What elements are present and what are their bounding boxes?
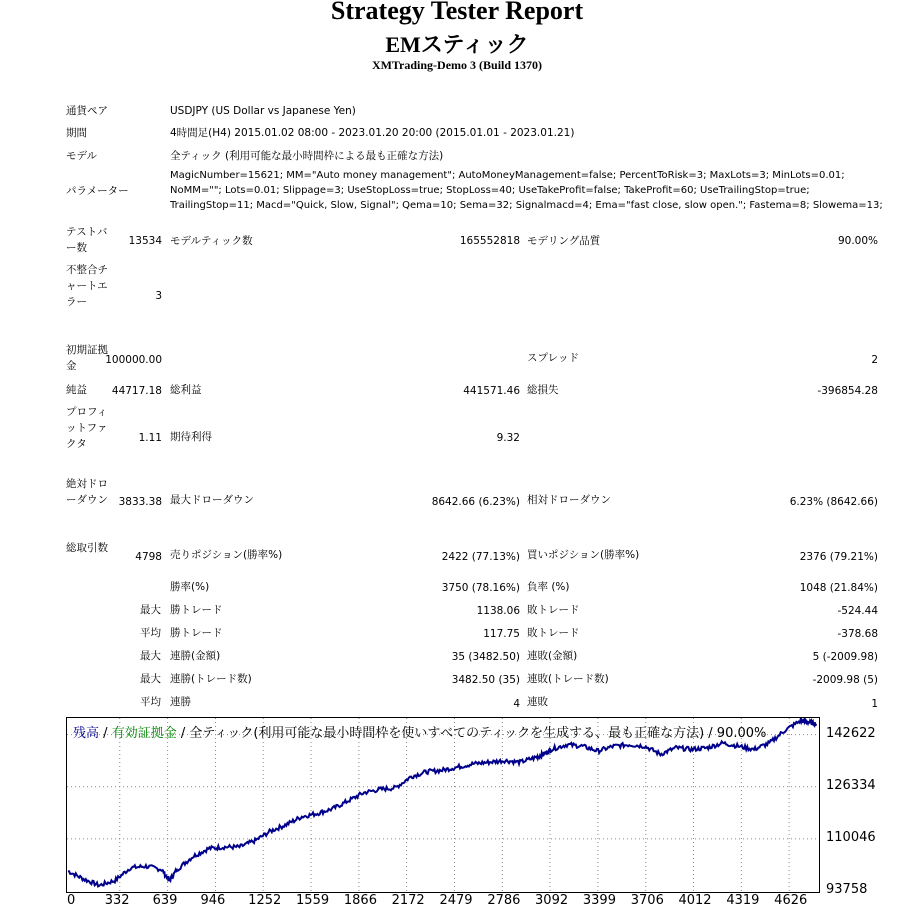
- x-tick-label: 2786: [487, 893, 521, 908]
- x-tick-label: 3706: [630, 893, 664, 908]
- short-positions-value: 2422 (77.13%): [441, 551, 520, 563]
- relative-drawdown-label: 相対ドローダウン: [527, 494, 611, 506]
- loss-trades-value: 1048 (21.84%): [799, 582, 878, 594]
- balance-chart: [66, 717, 820, 893]
- symbol-value: USDJPY (US Dollar vs Japanese Yen): [170, 105, 356, 117]
- quality-label: モデリング品質: [527, 235, 601, 247]
- legend-separator: /: [103, 726, 108, 741]
- quality-value: 90.00%: [837, 235, 878, 247]
- max-consecutive-profit-value: 3482.50 (35): [451, 674, 520, 686]
- x-tick-label: 4626: [774, 893, 808, 908]
- max-consecutive-loss-value: -2009.98 (5): [812, 674, 878, 686]
- mismatch-label: 不整合チャートエラー: [66, 264, 108, 308]
- absolute-drawdown-label: 絶対ドローダウン: [66, 478, 108, 506]
- total-trades-value: 4798: [135, 551, 162, 563]
- period-label: 期間: [66, 127, 87, 139]
- expected-payoff-label: 期待利得: [170, 431, 212, 443]
- model-label: モデル: [66, 150, 97, 162]
- expected-payoff-value: 9.32: [496, 432, 520, 444]
- profit-trades-label: 勝率(%): [170, 581, 210, 593]
- gross-profit-label: 総利益: [170, 384, 202, 396]
- legend-description: / 全ティック(利用可能な最小時間枠を使いすべてのティックを生成する、最も正確な方法) / 90.00%: [180, 726, 767, 741]
- x-tick-label: 332: [104, 893, 130, 908]
- spread-value: 2: [871, 354, 878, 366]
- average-consecutive-wins-label: 連勝: [170, 696, 191, 708]
- gross-profit-value: 441571.46: [463, 385, 520, 397]
- max-consecutive-loss-label: 連敗(トレード数): [527, 673, 609, 685]
- profit-factor-value: 1.11: [138, 432, 162, 444]
- x-tick-label: 2479: [439, 893, 473, 908]
- report-title: Strategy Tester Report: [330, 0, 584, 25]
- legend-equity: 有効証拠金: [111, 726, 177, 741]
- average-consecutive-losses-label: 連敗: [527, 696, 548, 708]
- loss-trades-label: 負率 (%): [527, 581, 570, 593]
- average-consecutive-losses-value: 1: [871, 698, 878, 710]
- total-trades-label: 総取引数: [66, 542, 108, 554]
- expert-name: EMスティック: [385, 32, 529, 57]
- x-tick-label: 4012: [678, 893, 712, 908]
- symbol-label: 通貨ペア: [66, 105, 108, 117]
- largest-loss-label: 敗トレード: [527, 604, 580, 616]
- max-drawdown-label: 最大ドローダウン: [170, 494, 254, 506]
- x-tick-label: 3092: [535, 893, 569, 908]
- y-tick-label: 110046: [826, 829, 876, 845]
- average-consecutive-label: 平均: [140, 696, 161, 708]
- max-consecutive-losses-value: 5 (-2009.98): [812, 651, 878, 663]
- relative-drawdown-value: 6.23% (8642.66): [789, 496, 878, 508]
- balance-line: [68, 719, 816, 886]
- period-value: 4時間足(H4) 2015.01.02 08:00 - 2023.01.20 20:00 (2015.01.01 - 2023.01.21): [170, 127, 575, 139]
- max-consecutive-amount-label: 最大: [140, 673, 161, 685]
- short-positions-label: 売りポジション(勝率%): [170, 549, 283, 561]
- x-tick-label: 946: [200, 893, 226, 908]
- max-consecutive-wins-label: 連勝(金額): [170, 650, 221, 662]
- balance-chart-plot: [67, 718, 819, 892]
- net-profit-value: 44717.18: [111, 385, 162, 397]
- average-loss-value: -378.68: [837, 628, 878, 640]
- largest-loss-value: -524.44: [837, 605, 878, 617]
- x-tick-label: 1866: [343, 893, 377, 908]
- average-consecutive-wins-value: 4: [513, 698, 520, 710]
- parameters-value: MagicNumber=15621; MM="Auto money management"; AutoMoneyManagement=false; PercentToRisk=3; MaxLots=3; MinLots=0.01; NoMM=""; Lots=0.01; Slippage=3; UseStopLoss=true; StopLoss=40; UseTakeProfit=false; TakeProfit=60; UseTrailingStop=true; TrailingStop=11; Macd="Quick, Slow, Signal"; Qema=10; Sema=32; Signalmacd=4; Ema="fast close, slow open."; Fastema=8; Slowema=13;: [170, 170, 883, 211]
- x-tick-label: 3399: [582, 893, 616, 908]
- y-tick-label: 126334: [826, 777, 876, 793]
- legend-balance: 残高: [73, 726, 100, 741]
- max-consecutive-profit-label: 連勝(トレード数): [170, 673, 252, 685]
- max-consecutive-wins-value: 35 (3482.50): [451, 651, 520, 663]
- x-tick-label: 1252: [248, 893, 282, 908]
- net-profit-label: 純益: [66, 384, 87, 396]
- average-win-label: 勝トレード: [170, 627, 223, 639]
- profit-trades-value: 3750 (78.16%): [441, 582, 520, 594]
- gross-loss-label: 総損失: [527, 384, 559, 396]
- average-loss-label: 敗トレード: [527, 627, 580, 639]
- ticks-value: 165552818: [459, 235, 520, 247]
- largest-label: 最大: [140, 604, 161, 616]
- model-value: 全ティック (利用可能な最小時間枠による最も正確な方法): [170, 150, 444, 162]
- average-win-value: 117.75: [483, 628, 520, 640]
- x-tick-label: 2172: [391, 893, 425, 908]
- gross-loss-value: -396854.28: [817, 385, 878, 397]
- y-tick-label: 142622: [826, 725, 876, 741]
- y-tick-label: 93758: [826, 882, 868, 897]
- ticks-label: モデルティック数: [170, 235, 253, 247]
- max-drawdown-value: 8642.66 (6.23%): [431, 496, 520, 508]
- mismatch-value: 3: [155, 290, 162, 302]
- spread-label: スプレッド: [527, 352, 579, 364]
- deposit-label: 初期証拠金: [66, 344, 108, 372]
- average-label: 平均: [140, 627, 161, 639]
- long-positions-label: 買いポジション(勝率%): [527, 549, 640, 561]
- max-consecutive-losses-label: 連敗(金額): [527, 650, 578, 662]
- profit-factor-label: プロフィットファクタ: [66, 406, 108, 450]
- chart-legend: [73, 722, 766, 741]
- largest-win-value: 1138.06: [476, 605, 520, 617]
- x-tick-label: 0: [67, 893, 76, 908]
- max-consecutive-label: 最大: [140, 650, 161, 662]
- bars-label: テストバー数: [66, 226, 108, 254]
- x-tick-label: 1559: [296, 893, 330, 908]
- absolute-drawdown-value: 3833.38: [118, 496, 162, 508]
- deposit-value: 100000.00: [105, 354, 162, 366]
- server-build: XMTrading-Demo 3 (Build 1370): [371, 58, 543, 72]
- bars-value: 13534: [128, 235, 162, 247]
- parameters-label: パラメーター: [66, 185, 129, 197]
- largest-win-label: 勝トレード: [170, 604, 223, 616]
- x-tick-label: 639: [152, 893, 178, 908]
- x-tick-label: 4319: [726, 893, 760, 908]
- long-positions-value: 2376 (79.21%): [799, 551, 878, 563]
